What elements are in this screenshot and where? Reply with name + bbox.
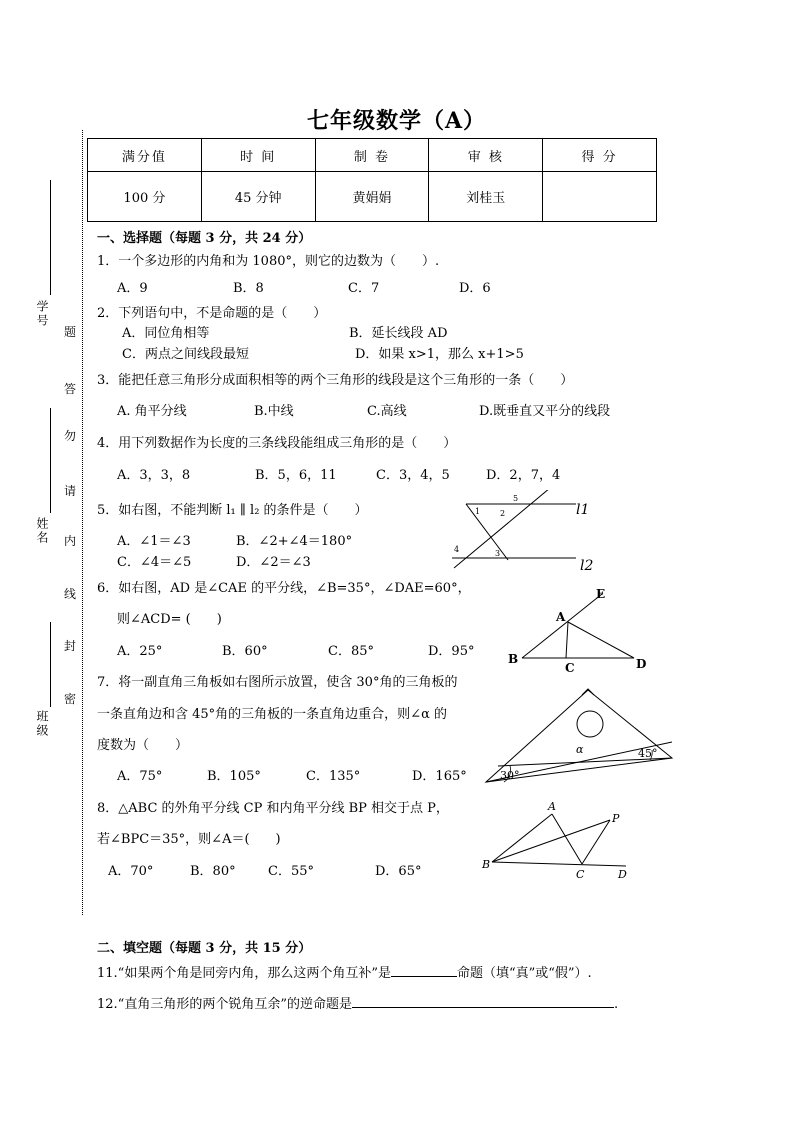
question-stem: 8．△ABC 的外角平分线 CP 和内角平分线 BP 相交于点 P， [97, 801, 449, 816]
option: B．延长线段 AD [349, 326, 448, 341]
fill-question-text: 12.“直角三角形的两个锐角互余”的逆命题是 [97, 997, 352, 1012]
option: C．55° [268, 864, 314, 879]
point-label: P [612, 812, 620, 825]
option: B．60° [222, 644, 268, 659]
table-header: 得 分 [543, 139, 657, 172]
page-title: 七年级数学（A） [306, 108, 487, 134]
question-stem: 度数为（ ） [97, 738, 189, 753]
fill-question [97, 962, 592, 981]
option: C．3，4，5 [376, 468, 450, 483]
option: B．∠2+∠4＝180° [236, 534, 353, 549]
angle-label: 45° [638, 747, 658, 760]
student-id-blank[interactable] [50, 180, 51, 295]
table-cell: 刘桂玉 [429, 172, 543, 222]
figure-set-squares [480, 684, 680, 786]
option: B．105° [207, 769, 261, 784]
answer-blank[interactable] [391, 962, 457, 977]
table-header: 时 间 [201, 139, 315, 172]
fill-question-text: 命题（填“真”或“假”）. [456, 966, 592, 981]
question-stem: 若∠BPC＝35°，则∠A＝( ) [97, 832, 281, 847]
option: A．3，3，8 [117, 468, 191, 483]
seal-char: 题 [64, 325, 77, 339]
section-heading: 一、选择题（每题 3 分，共 24 分） [97, 231, 312, 246]
label-l2: l2 [580, 558, 594, 574]
option: D．2，7，4 [486, 468, 561, 483]
point-label: A [548, 800, 556, 813]
point-label: B [508, 652, 519, 666]
fill-question-text: 11.“如果两个角是同旁内角，那么这两个角互补”是 [97, 966, 391, 981]
question-stem: 7．将一副直角三角板如右图所示放置，使含 30°角的三角板的 [97, 675, 458, 690]
option: D．6 [459, 281, 491, 296]
option: D．165° [412, 769, 467, 784]
seal-char: 封 [64, 639, 77, 653]
table-header: 满分值 [88, 139, 202, 172]
point-label: C [576, 868, 585, 881]
question-stem: 则∠ACD= ( ) [117, 612, 222, 627]
option: D.既垂直又平分的线段 [479, 404, 611, 419]
option: A．9 [117, 281, 148, 296]
seal-char: 密 [64, 692, 77, 706]
option: D．95° [428, 644, 475, 659]
name-blank[interactable] [50, 408, 51, 513]
fill-question-text: . [613, 997, 619, 1012]
option: D．∠2＝∠3 [236, 555, 311, 570]
question-stem: 6．如右图，AD 是∠CAE 的平分线，∠B=35°，∠DAE=60°， [97, 581, 471, 596]
point-label: D [636, 657, 647, 671]
figure-parallel-lines [448, 490, 598, 576]
option: C.高线 [367, 404, 407, 419]
binding-dotted-line [82, 130, 83, 915]
table-cell: 黄娟娟 [315, 172, 429, 222]
question-stem: 3．能把任意三角形分成面积相等的两个三角形的线段是这个三角形的一条（ ） [97, 373, 574, 388]
class-blank[interactable] [50, 622, 51, 707]
option: A．同位角相等 [122, 326, 210, 341]
seal-char: 请 [64, 484, 77, 498]
option: C．85° [328, 644, 374, 659]
point-label: C [565, 661, 575, 675]
fill-question [97, 993, 618, 1012]
option: C．7 [348, 281, 380, 296]
class-label: 班级 [35, 710, 49, 738]
option: B．8 [233, 281, 264, 296]
info-table [87, 138, 657, 222]
point-label: E [596, 587, 606, 601]
figure-triangle-bisectors [480, 798, 640, 882]
table-header: 审 核 [429, 139, 543, 172]
label-l1: l1 [576, 502, 590, 518]
angle-label: 3 [495, 549, 501, 558]
option: A．25° [117, 644, 163, 659]
table-header: 制 卷 [315, 139, 429, 172]
option: A．75° [117, 769, 163, 784]
option: D．如果 x>1，那么 x+1>5 [355, 347, 524, 362]
angle-label: α [576, 743, 584, 756]
point-label: A [556, 610, 566, 624]
option: A．∠1＝∠3 [117, 534, 191, 549]
name-label: 姓名 [35, 517, 49, 545]
option: C．135° [306, 769, 361, 784]
option: B．80° [190, 864, 236, 879]
question-stem: 一条直角边和含 45°角的三角板的一条直角边重合，则∠α 的 [97, 707, 447, 722]
seal-char: 线 [64, 587, 77, 601]
seal-char: 答 [64, 382, 77, 396]
student-id-label: 学号 [35, 300, 49, 328]
table-cell: 100 分 [88, 172, 202, 222]
seal-char: 勿 [64, 429, 77, 443]
option: B．5，6，11 [255, 468, 337, 483]
option: B.中线 [254, 404, 294, 419]
point-label: D [618, 868, 627, 881]
angle-label: 1 [475, 507, 481, 516]
table-cell: 45 分钟 [201, 172, 315, 222]
option: A. 角平分线 [117, 404, 187, 419]
option: D．65° [375, 864, 422, 879]
option: C．两点之间线段最短 [122, 347, 249, 362]
section-heading: 二、填空题（每题 3 分，共 15 分） [97, 941, 312, 956]
angle-label: 5 [513, 494, 519, 503]
answer-blank[interactable] [352, 993, 614, 1008]
score-cell[interactable] [543, 172, 657, 222]
seal-char: 内 [64, 534, 77, 548]
option: A．70° [108, 864, 154, 879]
angle-label: 30° [500, 769, 520, 782]
question-stem: 4．用下列数据作为长度的三条线段能组成三角形的是（ ） [97, 436, 457, 451]
angle-label: 2 [500, 509, 506, 518]
question-stem: 5．如右图，不能判断 l₁ ∥ l₂ 的条件是（ ） [97, 503, 368, 518]
option: C．∠4＝∠5 [117, 555, 192, 570]
figure-angle-bisector [500, 582, 660, 677]
question-stem: 1．一个多边形的内角和为 1080°，则它的边数为（ ）. [97, 254, 440, 269]
angle-label: 4 [454, 545, 460, 554]
point-label: B [482, 858, 491, 871]
question-stem: 2．下列语句中，不是命题的是（ ） [97, 306, 327, 321]
transversal [454, 490, 550, 568]
